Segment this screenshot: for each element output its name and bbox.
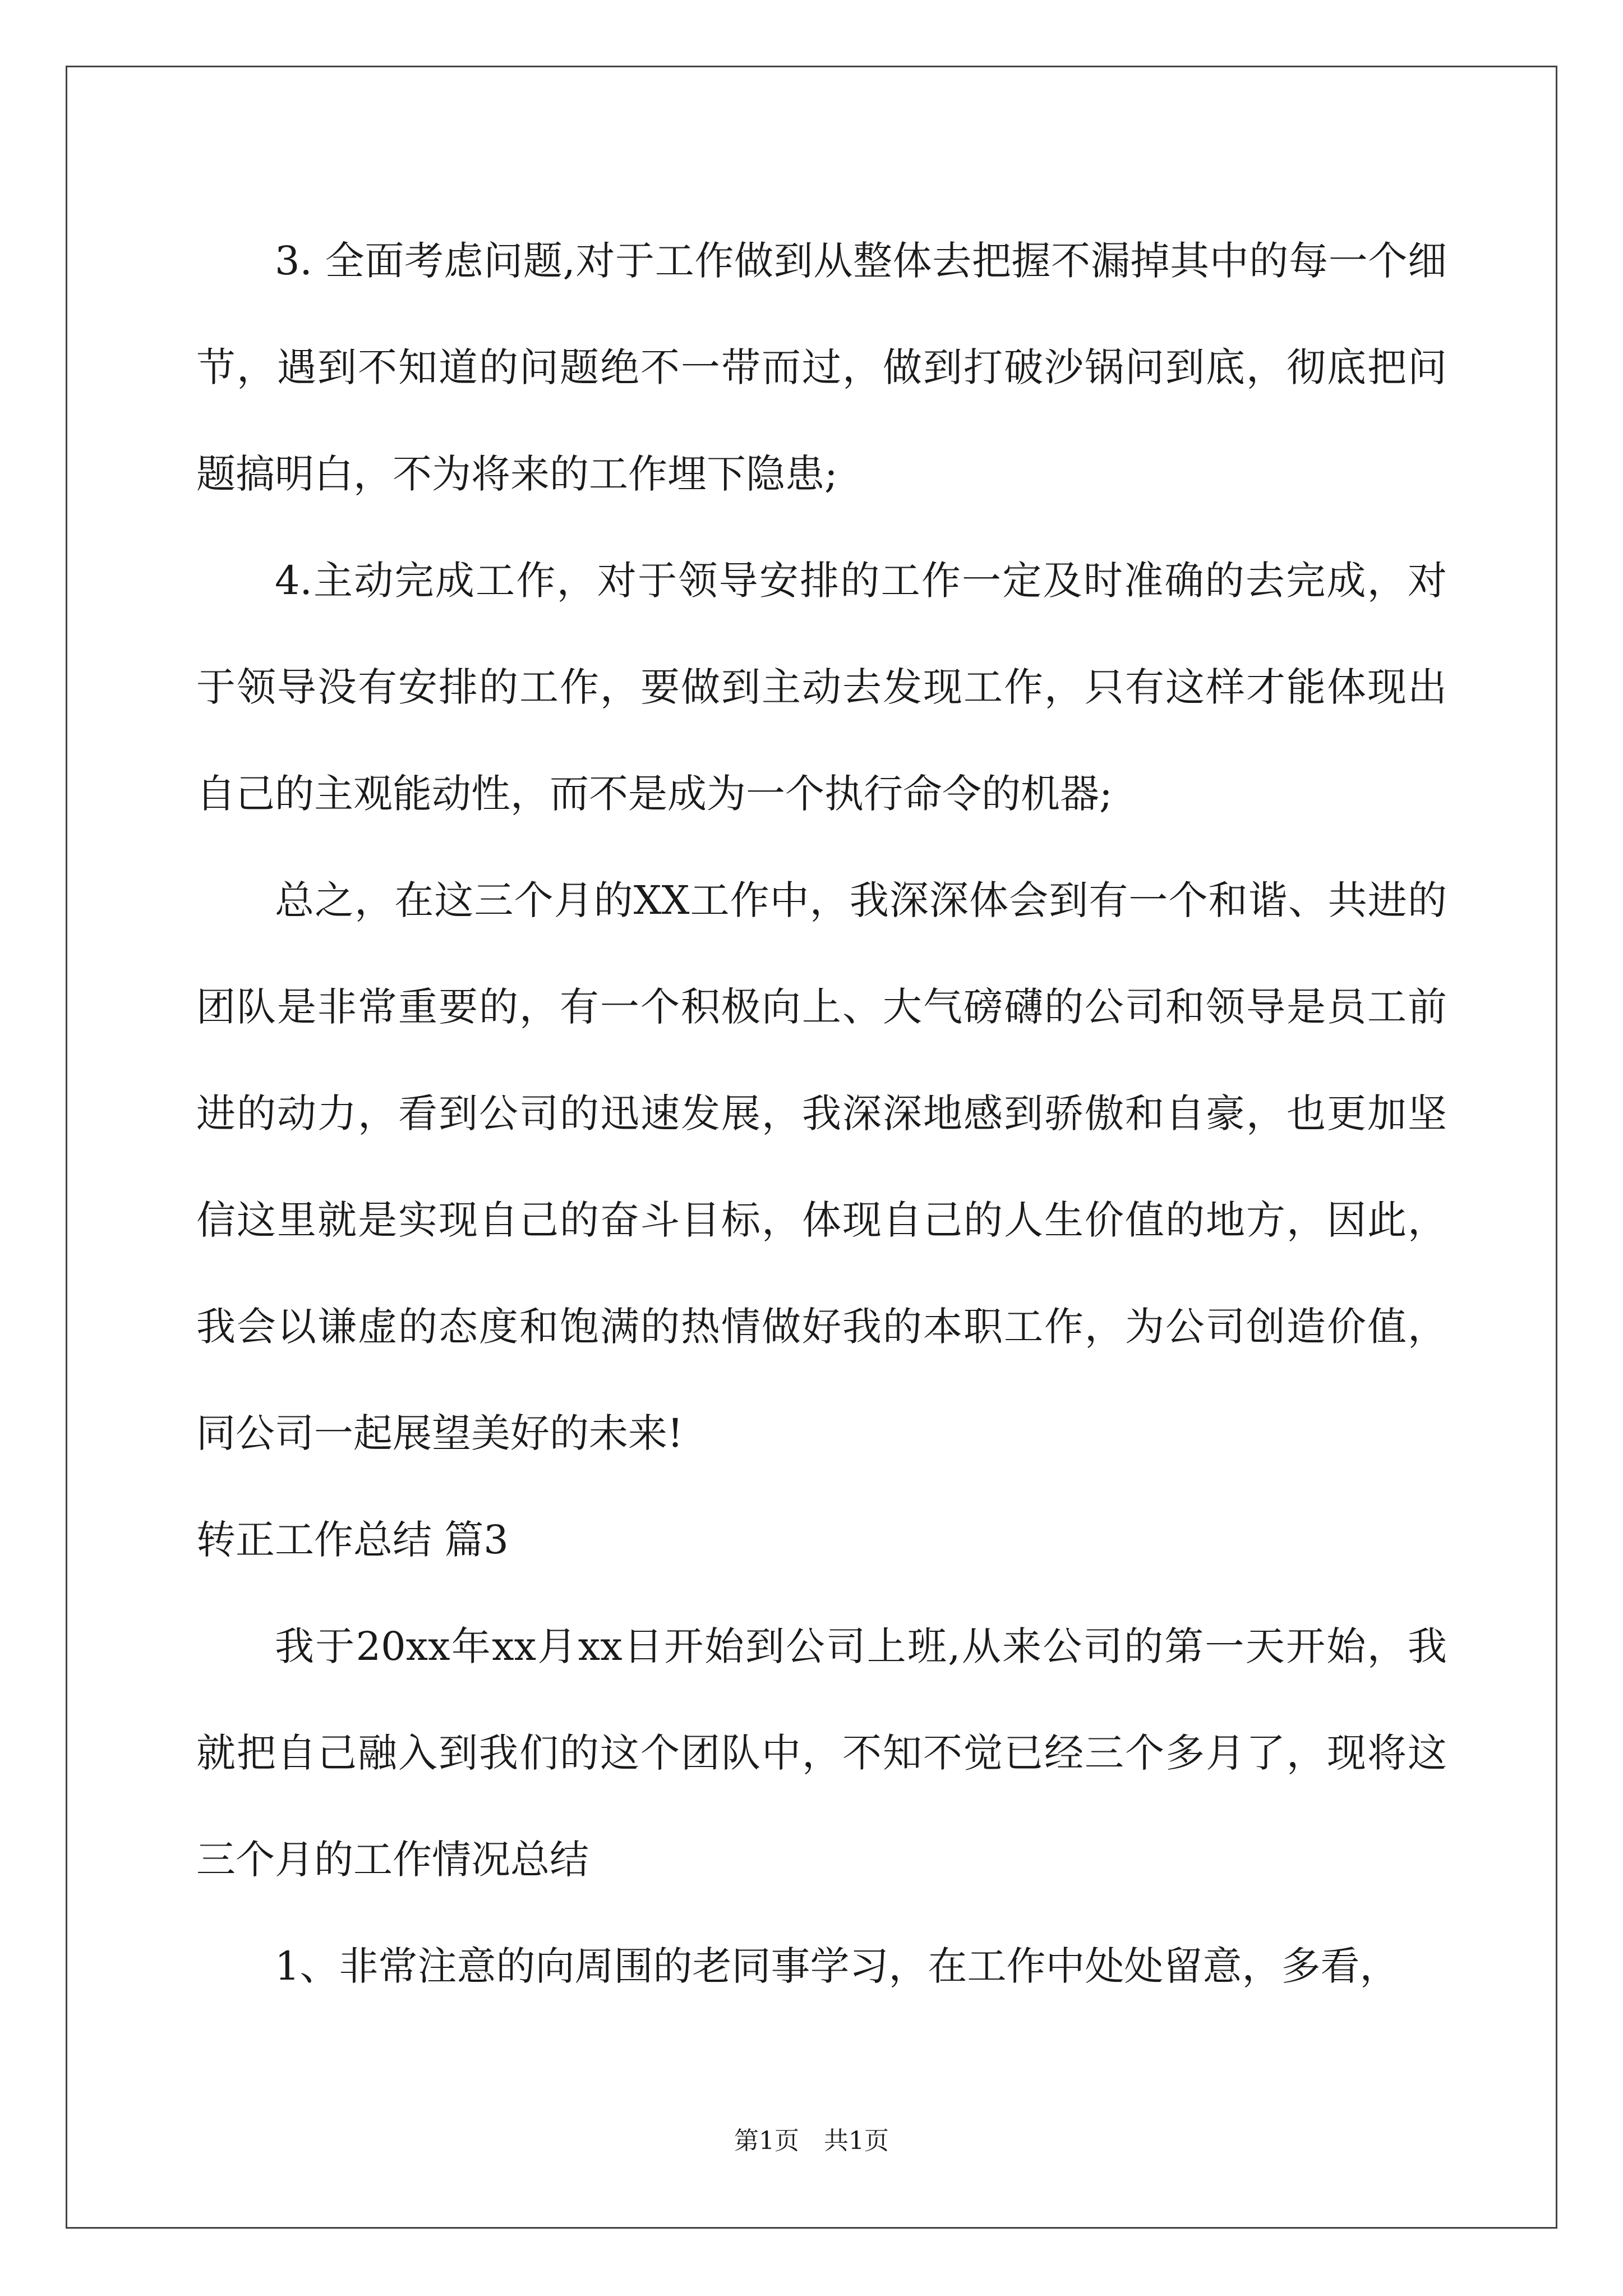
paragraph-item-1: 1、非常注意的向周围的老同事学习，在工作中处处留意，多看， bbox=[275, 1943, 1399, 1989]
section-heading: 转正工作总结 篇3 bbox=[196, 1517, 509, 1563]
paragraph-item-4: 4.主动完成工作，对于领导安排的工作一定及时准确的去完成，对于领导没有安排的工作，要做到主动去发现工作，只有这样才能体现出自己的主观能动性，而不是成为一个执行命令的机器; bbox=[196, 558, 1447, 817]
page-footer: 第1页 共1页 bbox=[734, 2127, 889, 2155]
paragraph-item-3: 3. 全面考虑问题,对于工作做到从整体去把握不漏掉其中的每一个细节，遇到不知道的问题绝不一带而过，做到打破沙锅问到底，彻底把问题搞明白，不为将来的工作埋下隐患; bbox=[196, 238, 1447, 497]
document-body bbox=[196, 208, 1447, 2019]
paragraph-summary: 总之，在这三个月的XX工作中，我深深体会到有一个和谐、共进的团队是非常重要的，有一个积极向上、大气磅礴的公司和领导是员工前进的动力，看到公司的迅速发展，我深深地感到骄傲和自豪，也更加坚信这里就是实现自己的奋斗目标，体现自己的人生价值的地方，因此，我会以谦虚的态度和饱满的热情做好我的本职工作，为公司创造价值，同公司一起展望美好的未来! bbox=[196, 877, 1447, 1456]
paragraph-intro: 我于20xx年xx月xx日开始到公司上班,从来公司的第一天开始，我就把自己融入到我们的这个团队中，不知不觉已经三个多月了，现将这三个月的工作情况总结 bbox=[196, 1623, 1447, 1883]
